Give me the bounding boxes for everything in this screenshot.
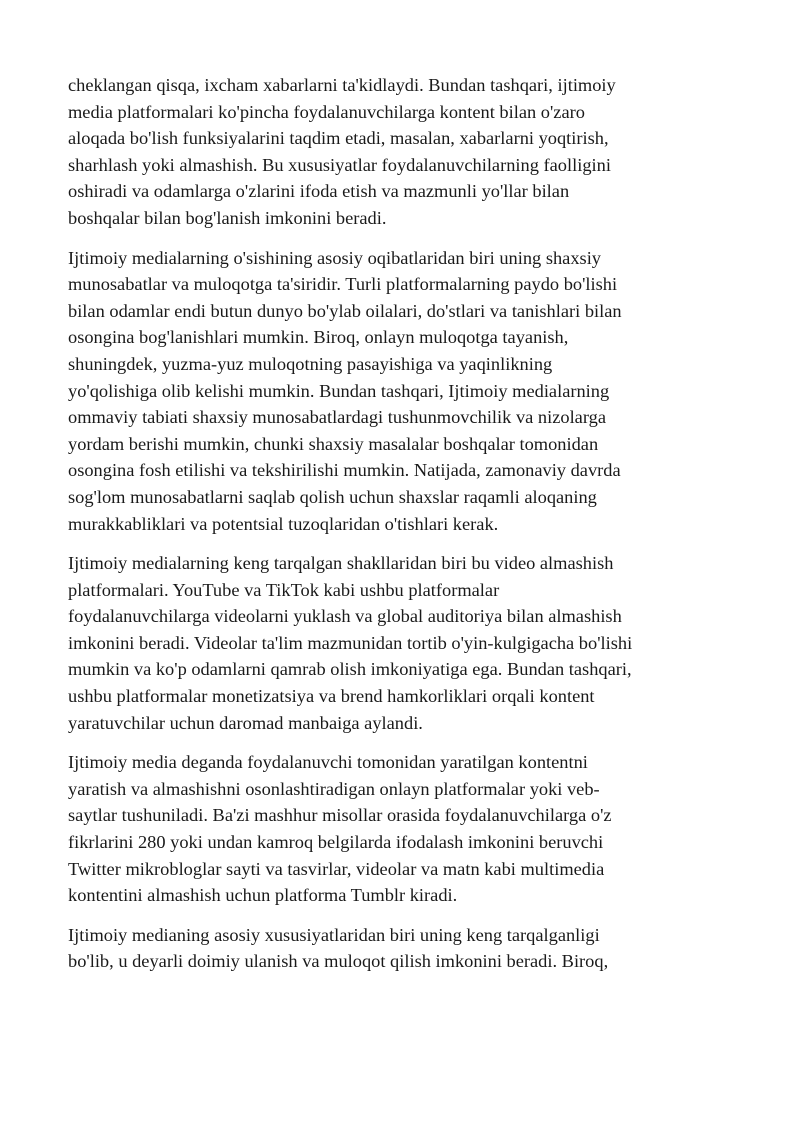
text-line: mumkin va ko'p odamlarni qamrab olish imkoniyatiga ega. Bundan tashqari, — [68, 659, 632, 680]
text-line: imkonini beradi. Videolar ta'lim mazmunidan tortib o'yin-kulgigacha bo'lishi — [68, 632, 633, 653]
text-line: oshiradi va odamlarga o'zlarini ifoda etish va mazmunli yo'llar bilan — [68, 181, 570, 202]
text-line: saytlar tushuniladi. Ba'zi mashhur misollar orasida foydalanuvchilarga o'z — [68, 805, 612, 826]
paragraph-1 — [68, 72, 728, 232]
paragraph-5 — [68, 922, 728, 975]
text-line: yaratuvchilar uchun daromad manbaiga aylandi. — [68, 712, 423, 733]
text-line: cheklangan qisqa, ixcham xabarlarni ta'kidlaydi. Bundan tashqari, ijtimoiy — [68, 75, 616, 95]
text-line: Ijtimoiy medianing asosiy xususiyatlaridan biri uning keng tarqalganligi — [68, 924, 600, 945]
text-line: sharhlash yoki almashish. Bu xususiyatlar foydalanuvchilarning faolligini — [68, 154, 611, 175]
text-line: bo'lib, u deyarli doimiy ulanish va muloqot qilish imkonini beradi. Biroq, — [68, 951, 609, 972]
text-line: ushbu platformalar monetizatsiya va brend hamkorliklari orqali kontent — [68, 686, 595, 707]
text-line: yordam berishi mumkin, chunki shaxsiy masalalar boshqalar tomonidan — [68, 433, 599, 454]
paragraph-2 — [68, 245, 728, 538]
text-line: fikrlarini 280 yoki undan kamroq belgilarda ifodalash imkonini beruvchi — [68, 832, 604, 853]
text-line: foydalanuvchilarga videolarni yuklash va global auditoriya bilan almashish — [68, 606, 622, 627]
text-line: aloqada bo'lish funksiyalarini taqdim etadi, masalan, xabarlarni yoqtirish, — [68, 128, 609, 149]
text-line: media platformalari ko'pincha foydalanuvchilarga kontent bilan o'zaro — [68, 101, 585, 122]
text-line: Ijtimoiy medialarning o'sishining asosiy oqibatlaridan biri uning shaxsiy — [68, 247, 602, 268]
text-line: yaratish va almashishni osonlashtiradigan onlayn platformalar yoki veb- — [68, 778, 600, 799]
text-line: ommaviy tabiati shaxsiy munosabatlardagi tushunmovchilik va nizolarga — [68, 407, 606, 428]
text-line: munosabatlar va muloqotga ta'siridir. Turli platformalarning paydo bo'lishi — [68, 274, 618, 295]
text-line: murakkabliklari va potentsial tuzoqlaridan o'tishlari kerak. — [68, 513, 499, 534]
text-line: bilan odamlar endi butun dunyo bo'ylab oilalari, do'stlari va tanishlari bilan — [68, 300, 622, 321]
text-line: kontentini almashish uchun platforma Tumblr kiradi. — [68, 885, 458, 906]
text-line: osongina bog'lanishlari mumkin. Biroq, onlayn muloqotga tayanish, — [68, 327, 569, 348]
text-line: yo'qolishiga olib kelishi mumkin. Bundan tashqari, Ijtimoiy medialarning — [68, 380, 610, 401]
text-line: shuningdek, yuzma-yuz muloqotning pasayishiga va yaqinlikning — [68, 353, 553, 374]
text-line: sog'lom munosabatlarni saqlab qolish uchun shaxslar raqamli aloqaning — [68, 486, 597, 507]
text-line: Ijtimoiy media deganda foydalanuvchi tomonidan yaratilgan kontentni — [68, 752, 588, 773]
text-line: osongina fosh etilishi va tekshirilishi mumkin. Natijada, zamonaviy davrda — [68, 460, 621, 481]
paragraph-3 — [68, 550, 728, 736]
text-line: boshqalar bilan bog'lanish imkonini beradi. — [68, 207, 387, 228]
text-line: platformalari. YouTube va TikTok kabi ushbu platformalar — [68, 579, 500, 600]
text-line: Ijtimoiy medialarning keng tarqalgan shakllaridan biri bu video almashish — [68, 553, 614, 574]
text-line: Twitter mikrobloglar sayti va tasvirlar, videolar va matn kabi multimedia — [68, 858, 605, 879]
document-page — [68, 72, 728, 988]
paragraph-4 — [68, 749, 728, 909]
